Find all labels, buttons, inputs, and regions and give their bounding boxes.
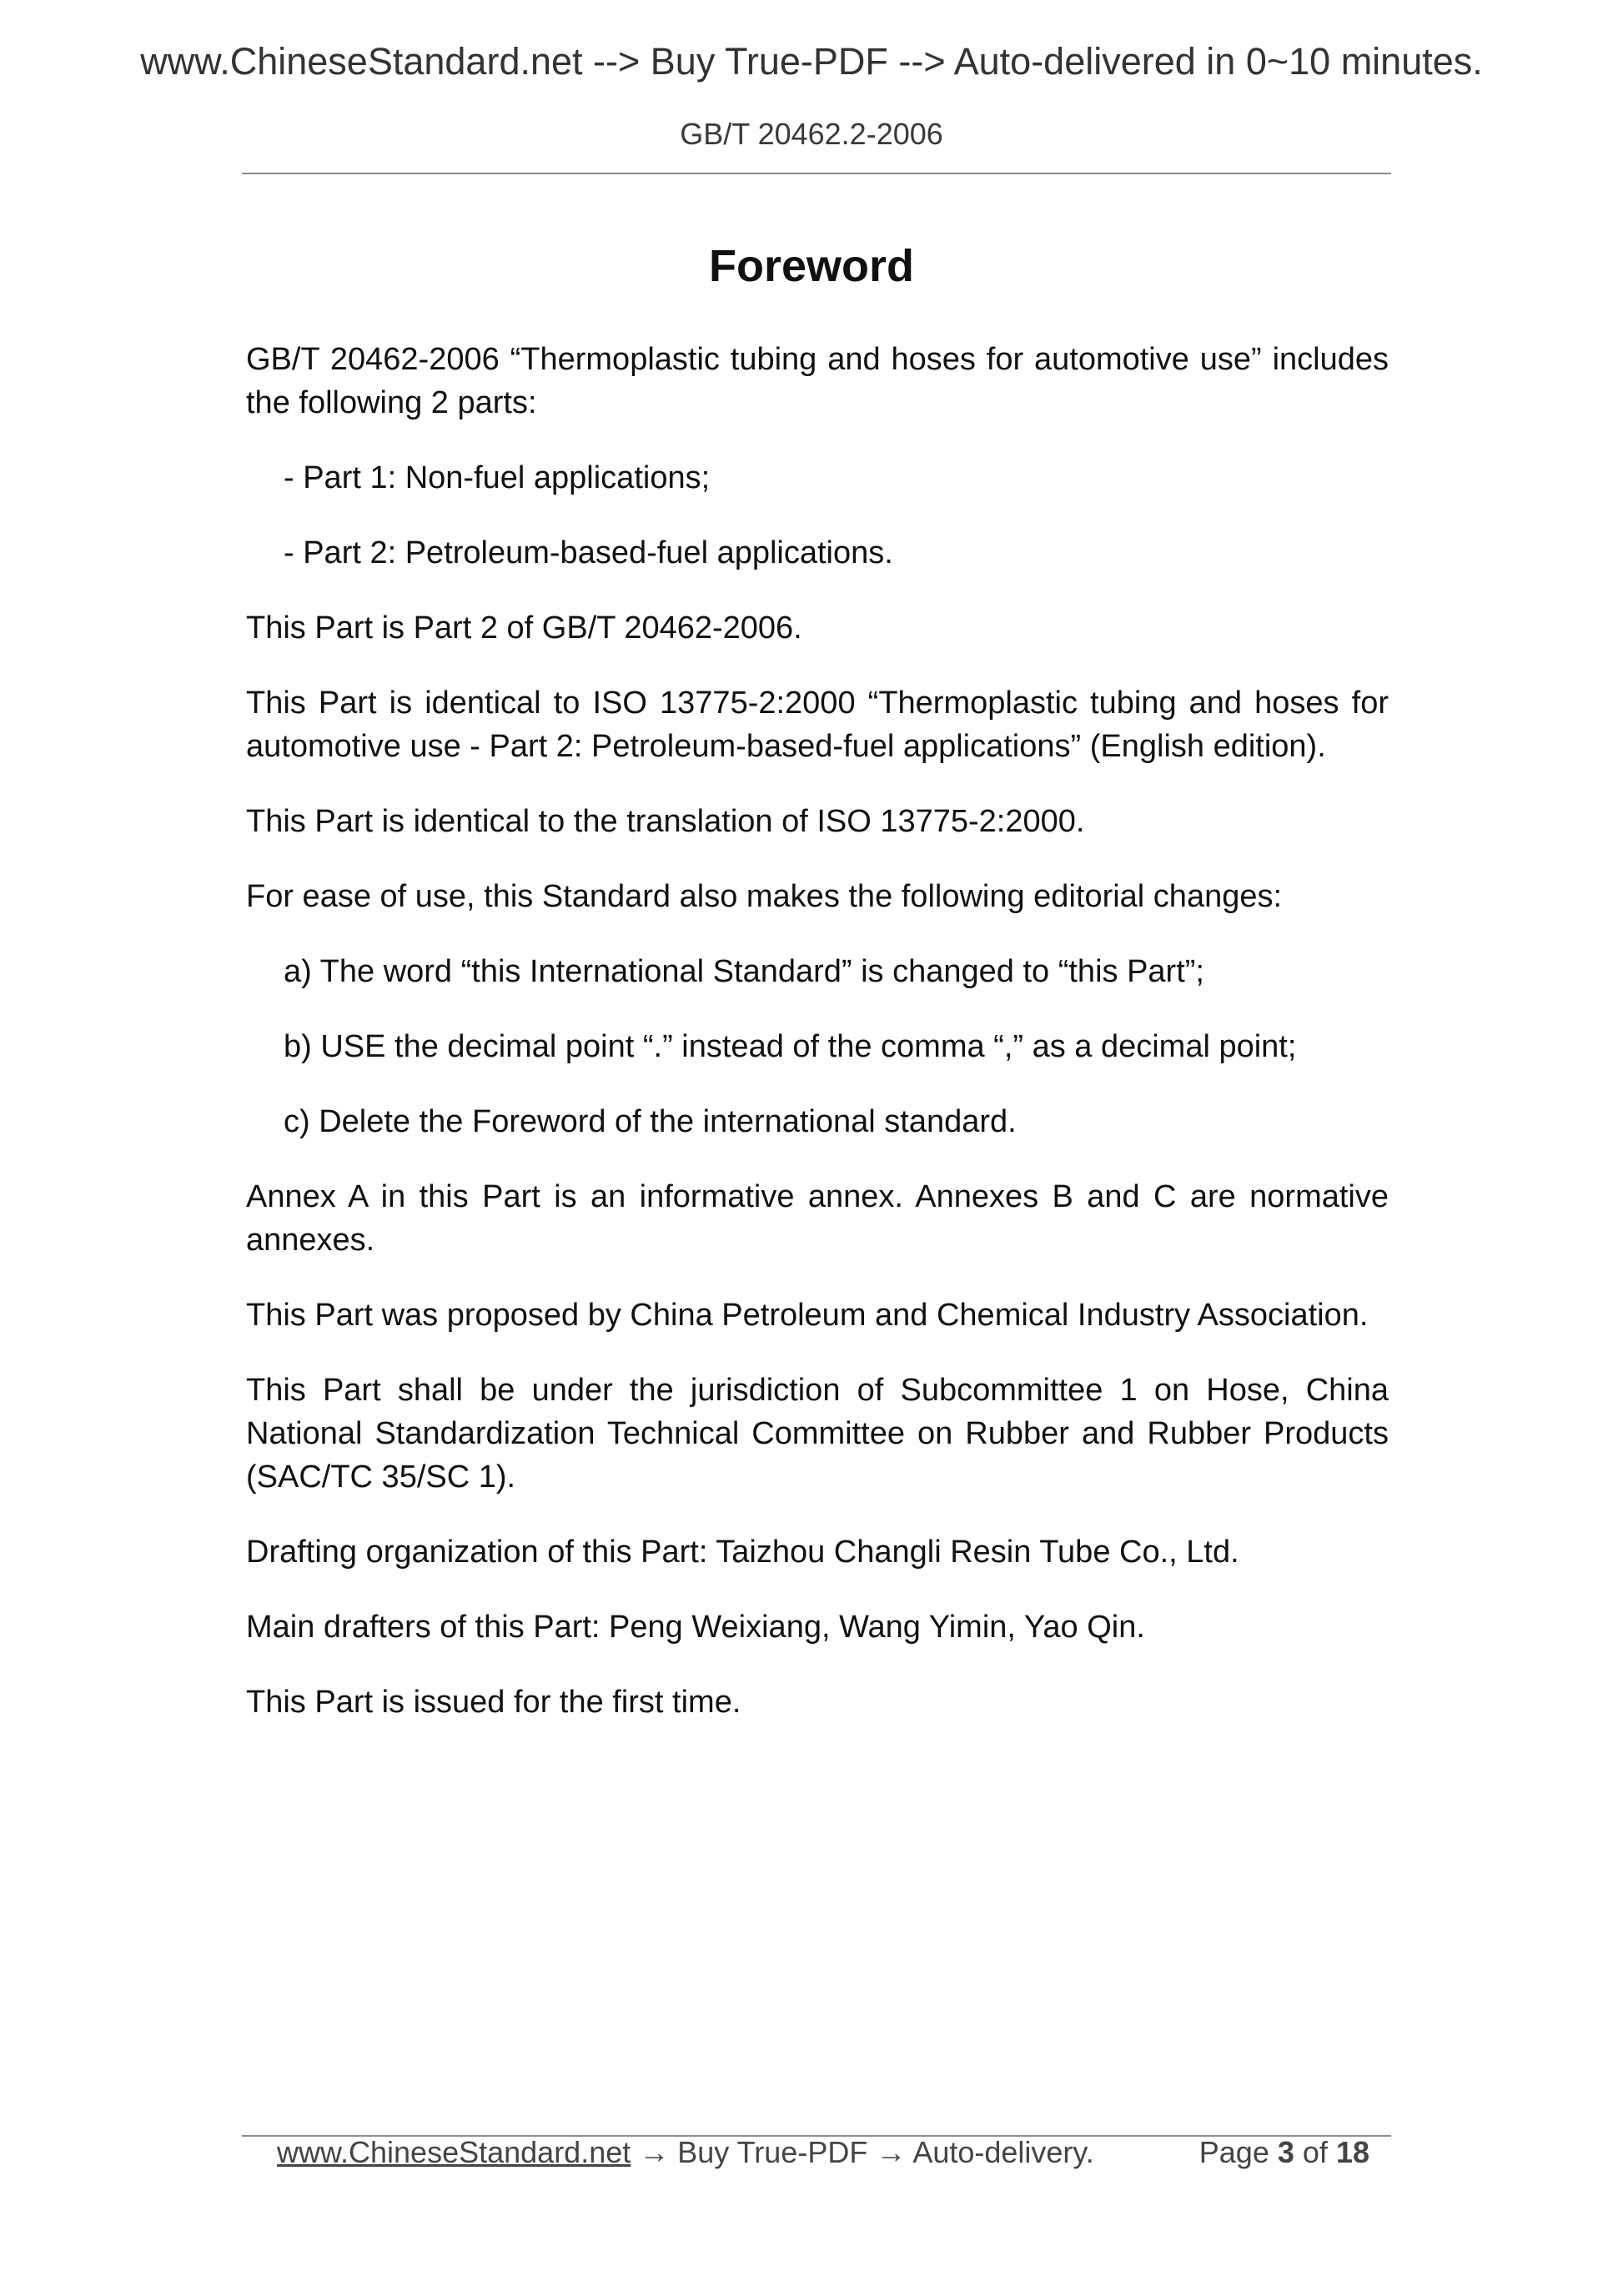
page-number bbox=[1199, 2135, 1369, 2170]
paragraph-editorial-changes: For ease of use, this Standard also makes the following editorial changes: bbox=[246, 879, 1283, 914]
page-label: Page bbox=[1198, 2135, 1269, 2169]
list-item-part-1: - Part 1: Non-fuel applications; bbox=[284, 460, 711, 495]
list-item-change-a: a) The word “this International Standard” is changed to “this Part”; bbox=[284, 954, 1204, 989]
paragraph-iso-identical: This Part is identical to ISO 13775-2:2000 “Thermoplastic tubing and hoses for automotive use - Part 2: Petroleum-based-fuel applications” (English edition). bbox=[246, 686, 1389, 764]
paragraph-proposed-by: This Part was proposed by China Petroleum and Chemical Industry Association. bbox=[246, 1298, 1369, 1333]
page-title: Foreword bbox=[708, 241, 914, 291]
top-banner: www.ChineseStandard.net --> Buy True-PDF --> Auto-delivered in 0~10 minutes. bbox=[140, 40, 1483, 83]
paragraph-jurisdiction: This Part shall be under the jurisdiction of Subcommittee 1 on Hose, China National Standardization Technical Committee on Rubber and Rubber Products (SAC/TC 35/SC 1). bbox=[246, 1373, 1389, 1495]
list-item-change-b: b) USE the decimal point “.” instead of the comma “,” as a decimal point; bbox=[284, 1029, 1297, 1064]
document-id: GB/T 20462.2-2006 bbox=[680, 117, 943, 151]
footer-tagline: → Buy True-PDF → Auto-delivery. bbox=[631, 2135, 1094, 2169]
footer-promo bbox=[277, 2135, 1094, 2170]
paragraph-first-issue: This Part is issued for the first time. bbox=[246, 1685, 741, 1720]
foreword-body bbox=[246, 338, 1389, 1756]
paragraph-parts-intro: GB/T 20462-2006 “Thermoplastic tubing and hoses for automotive use” includes the following 2 parts: bbox=[246, 342, 1389, 420]
list-item-change-c: c) Delete the Foreword of the international standard. bbox=[284, 1104, 1017, 1139]
paragraph-drafting-organization: Drafting organization of this Part: Taizhou Changli Resin Tube Co., Ltd. bbox=[246, 1535, 1239, 1570]
page-total: 18 bbox=[1335, 2135, 1369, 2169]
header-divider bbox=[242, 173, 1391, 174]
paragraph-annexes: Annex A in this Part is an informative annex. Annexes B and C are normative annexes. bbox=[246, 1179, 1389, 1258]
paragraph-part-2-statement: This Part is Part 2 of GB/T 20462-2006. bbox=[246, 610, 802, 646]
list-item-part-2: - Part 2: Petroleum-based-fuel applications. bbox=[284, 535, 893, 570]
page-of-label: of bbox=[1302, 2135, 1328, 2169]
paragraph-main-drafters: Main drafters of this Part: Peng Weixiang, Wang Yimin, Yao Qin. bbox=[246, 1610, 1145, 1645]
footer-website-link[interactable]: www.ChineseStandard.net bbox=[277, 2135, 631, 2169]
paragraph-translation: This Part is identical to the translation of ISO 13775-2:2000. bbox=[246, 804, 1085, 839]
page-footer bbox=[277, 2135, 1369, 2185]
page-current: 3 bbox=[1277, 2135, 1294, 2169]
